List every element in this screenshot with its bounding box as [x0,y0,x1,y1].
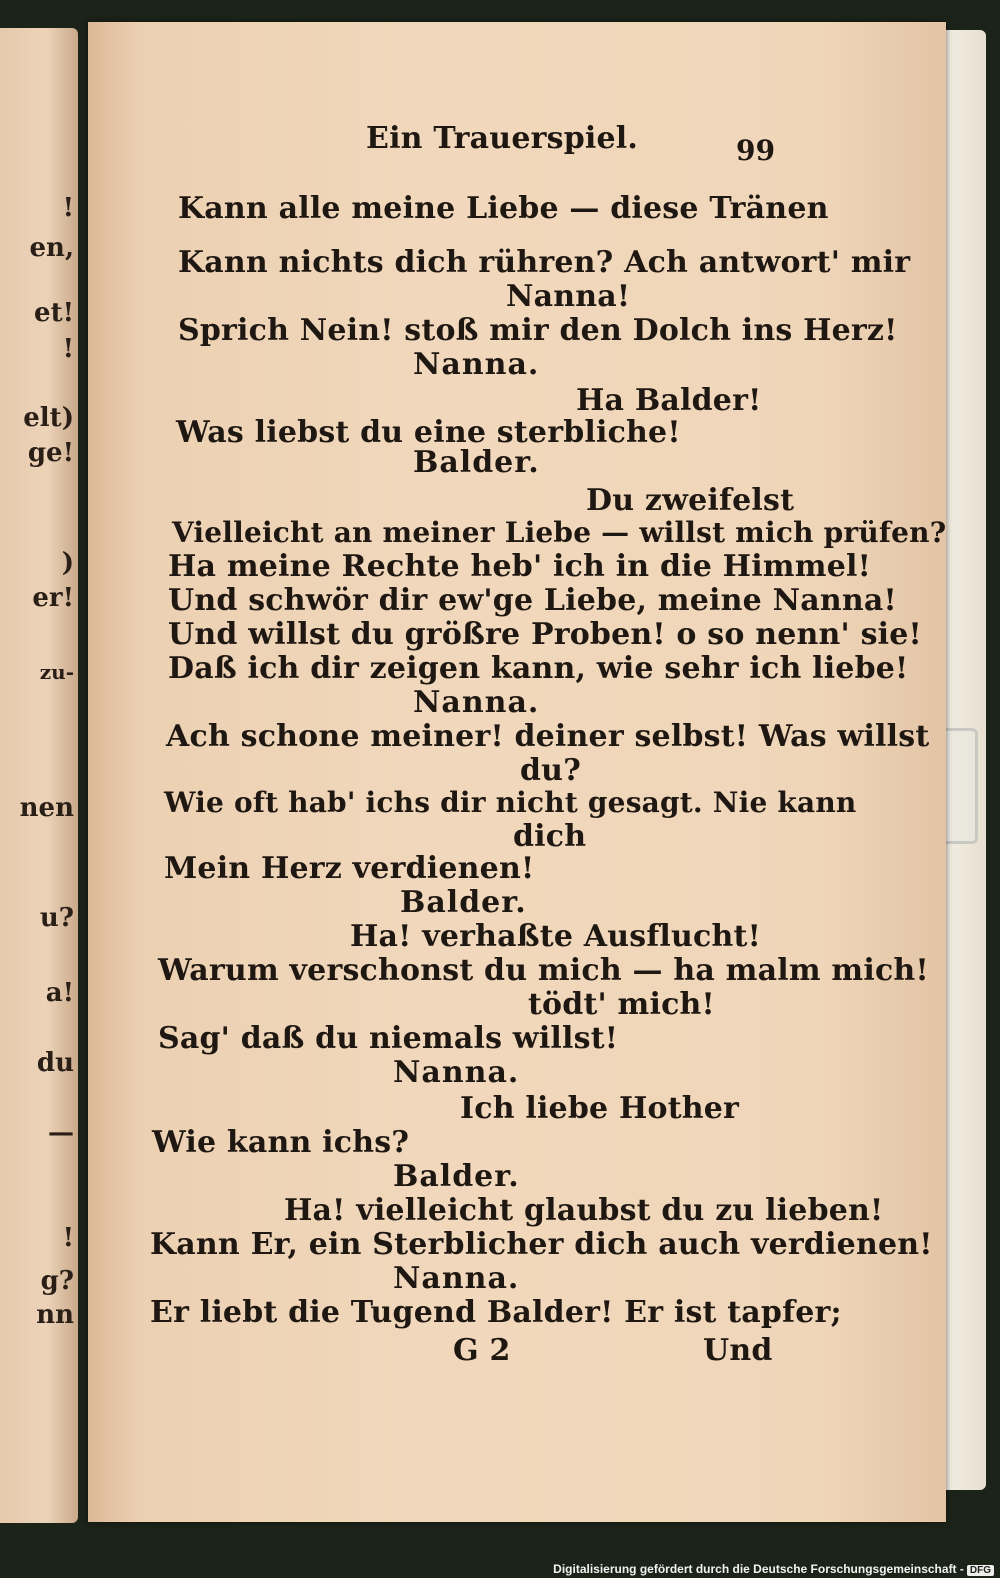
running-head: Ein Trauerspiel. [366,121,638,156]
text-line: Er liebt die Tugend Balder! Er ist tapfer; [150,1295,842,1330]
left-fragment: nn [36,1300,74,1330]
digitization-credit-text: Digitalisierung gefördert durch die Deutsche Forschungsgemeinschaft - [553,1562,964,1576]
speaker-name: Nanna. [393,1055,520,1090]
left-fragment: en, [29,233,74,263]
text-line: Wie oft hab' ichs dir nicht gesagt. Nie kann [164,786,857,819]
left-fragment: — [48,1118,74,1148]
left-fragment: er! [32,583,74,613]
text-line: tödt' mich! [528,987,715,1022]
text-line: Daß ich dir zeigen kann, wie sehr ich liebe! [168,651,909,686]
text-line: Ha! verhaßte Ausflucht! [350,919,761,954]
left-fragment: a! [45,978,74,1008]
catchword: Und [703,1333,773,1368]
left-page-edge [0,28,78,1523]
text-line: Ha meine Rechte heb' ich in die Himmel! [168,549,871,584]
text-line: Kann nichts dich rühren? Ach antwort' mir [178,245,911,280]
text-line: Warum verschonst du mich — ha malm mich! [158,953,929,988]
book-page [88,22,946,1522]
text-line: Du zweifelst [586,483,795,518]
text-line: Und schwör dir ew'ge Liebe, meine Nanna! [168,583,897,618]
text-line: Was liebst du eine sterbliche! [176,415,681,450]
text-line: Vielleicht an meiner Liebe — willst mich prüfen? [172,516,947,549]
speaker-name: Balder. [413,445,540,480]
left-fragment: ! [62,334,74,364]
left-fragment: ! [62,193,74,223]
text-line: Und willst du größre Proben! o so nenn' sie! [168,617,922,652]
left-fragment: g? [40,1266,74,1296]
page-number: 99 [736,134,776,167]
speaker-name: Nanna. [413,685,540,720]
left-fragment: u? [39,903,74,933]
text-line: Kann Er, ein Sterblicher dich auch verdienen! [150,1227,933,1262]
speaker-name: Balder. [400,885,527,920]
speaker-name: Nanna. [393,1261,520,1296]
speaker-name: Nanna. [413,347,540,382]
text-line: Ach schone meiner! deiner selbst! Was willst [166,719,930,754]
text-line: Ha Balder! [576,383,762,418]
text-line: Sag' daß du niemals willst! [158,1021,619,1056]
left-fragment: nen [19,793,74,823]
text-line: Ha! vielleicht glaubst du zu lieben! [284,1193,884,1228]
left-fragment: et! [34,298,74,328]
digitization-credit [553,1562,994,1576]
left-fragment: zu- [39,660,74,684]
left-fragment: ge! [27,438,74,468]
left-fragment: elt) [23,403,74,433]
left-fragment: ) [61,548,74,578]
text-line: Ich liebe Hother [460,1091,740,1126]
left-fragment: du [36,1048,74,1078]
text-line: Kann alle meine Liebe — diese Tränen [178,191,829,226]
signature-mark: G 2 [453,1333,511,1368]
text-line: Mein Herz verdienen! [164,851,535,886]
speaker-name: Nanna! [506,279,631,314]
left-fragment: ! [62,1223,74,1253]
dfg-logo: DFG [967,1565,994,1576]
text-line: Sprich Nein! stoß mir den Dolch ins Herz! [178,313,898,348]
text-line: du? [520,753,581,788]
speaker-name: Balder. [393,1159,520,1194]
text-line: Wie kann ichs? [152,1125,410,1160]
text-line: dich [513,819,587,854]
